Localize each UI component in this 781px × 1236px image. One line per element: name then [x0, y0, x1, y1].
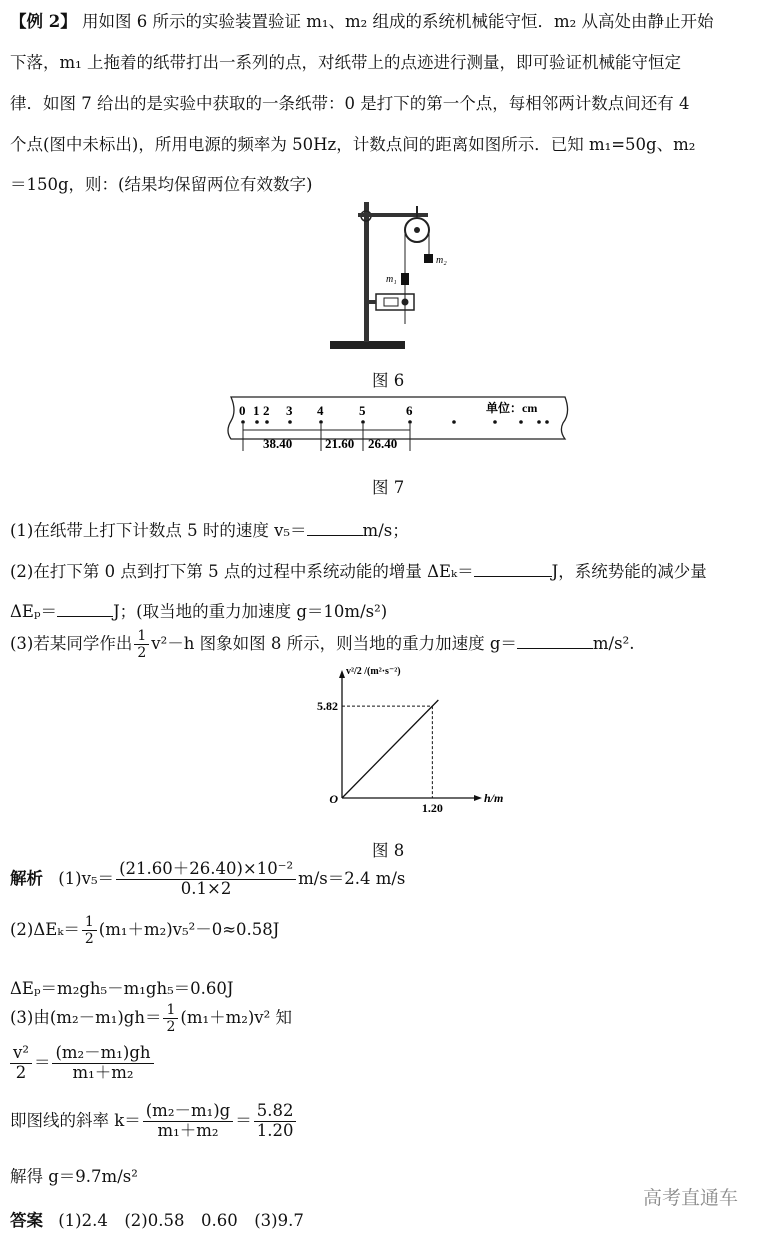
tape-dot-0 [241, 420, 245, 424]
x-tick-label: 1.20 [421, 801, 443, 815]
tape-dot-2 [265, 420, 269, 424]
distance-0-4: 38.40 [263, 436, 293, 451]
solution-label: 解析 [10, 868, 43, 888]
solution-line-6 [10, 1102, 298, 1141]
q1-unit: m/s； [362, 521, 409, 540]
question-1 [10, 517, 409, 541]
s4-den: 2 [166, 1019, 176, 1036]
tape-label-3: 3 [286, 403, 293, 418]
tape-label-5: 5 [359, 403, 366, 418]
s6-text: 即图线的斜率 k＝ [10, 1110, 141, 1130]
distance-4-5: 21.60 [325, 436, 355, 451]
problem-line-3: 律．如图 7 给出的是实验中获取的一条纸带：0 是打下的第一个点，每相邻两计数点间还有 4 [10, 94, 690, 113]
s4-text: (3)由(m₂－m₁)gh＝ [10, 1008, 162, 1028]
tape-dot-extra [452, 420, 456, 424]
s6-num2: 5.82 [254, 1102, 297, 1122]
watermark: 高考直通车 [643, 1187, 739, 1209]
s2-den: 2 [84, 931, 94, 948]
tape-dot-extra [493, 420, 497, 424]
pulley-axle [414, 227, 420, 233]
s2-text: (2)ΔEₖ＝ [10, 920, 80, 940]
q2-text-4: J；(取当地的重力加速度 g＝10m/s²) [113, 602, 388, 621]
question-2 [10, 558, 707, 582]
q2-answer-blank-1[interactable] [474, 562, 552, 577]
figure7-caption: 图 7 [372, 478, 405, 497]
label-m1: m₁ [386, 274, 397, 285]
answer-text: (1)2.4 (2)0.58 0.60 (3)9.7 [58, 1211, 304, 1230]
s6-fraction-1 [143, 1102, 233, 1141]
solution-line-4 [10, 1002, 292, 1035]
s4-result: (m₁＋m₂)v² 知 [180, 1008, 292, 1028]
solution-line-1 [10, 860, 405, 899]
tape-dot-3 [288, 420, 292, 424]
q3-answer-blank[interactable] [517, 634, 593, 649]
tape-label-0: 0 [239, 403, 246, 418]
s1-num: (21.60＋26.40)×10⁻² [116, 860, 296, 880]
solution-line-7: 解得 g＝9.7m/s² [10, 1167, 138, 1186]
s1-text: (1)v₅＝ [58, 868, 115, 888]
answer-label: 答案 [10, 1211, 43, 1230]
s1-den: 0.1×2 [180, 878, 232, 898]
tape-dot-4 [319, 420, 323, 424]
stand-pole [364, 202, 369, 342]
x-axis-label: h/m [484, 791, 504, 805]
label-m2: m₂ [436, 255, 447, 266]
problem-line-5: ＝150g，则：(结果均保留两位有效数字) [10, 175, 313, 194]
origin-label: O [329, 792, 338, 806]
figure6-apparatus [320, 196, 470, 352]
problem-line-2: 下落，m₁ 上拖着的纸带打出一系列的点，对纸带上的点迹进行测量，即可验证机械能守恒定 [10, 53, 682, 72]
s2-fraction [82, 914, 97, 947]
q2-text-2: J，系统势能的减少量 [551, 562, 707, 581]
tape-dot-5 [361, 420, 365, 424]
y-axis-label: v²/2 /(m²·s⁻²) [346, 666, 401, 677]
s5-eq: ＝ [33, 1052, 51, 1072]
s2-result: (m₁＋m₂)v₅²－0≈0.58J [98, 920, 280, 940]
s2-num: 1 [82, 914, 97, 931]
solution-line-5 [8, 1044, 156, 1083]
timer-clamp [368, 300, 376, 304]
y-tick-label: 5.82 [317, 699, 338, 714]
distance-5-6: 26.40 [368, 436, 398, 451]
s1-result: m/s＝2.4 m/s [298, 868, 406, 888]
x-axis-arrow [474, 795, 482, 801]
y-axis-arrow [339, 670, 345, 678]
q2-text: (2)在打下第 0 点到打下第 5 点的过程中系统动能的增量 ΔEₖ＝ [10, 562, 474, 581]
mass-m2-block [424, 254, 433, 263]
tape-label-1: 1 [253, 403, 260, 418]
q3-frac-num: 1 [134, 628, 149, 645]
problem-text-1: 用如图 6 所示的实验装置验证 m₁、m₂ 组成的系统机械能守恒．m₂ 从高处由静止开始 [81, 12, 714, 31]
data-line [342, 700, 438, 798]
figure7-tape [225, 393, 575, 453]
solution-line-2 [10, 914, 279, 947]
q3-fraction [134, 628, 149, 661]
s6-num1: (m₂－m₁)g [143, 1102, 233, 1122]
s6-fraction-2 [254, 1102, 297, 1141]
q2-text-3: ΔEₚ＝ [10, 602, 58, 621]
s4-fraction [163, 1002, 178, 1035]
tape-dot-1 [255, 420, 259, 424]
mass-m1-block [401, 273, 409, 285]
q3-text-2: v²－h 图象如图 8 所示，则当地的重力加速度 g＝ [151, 634, 517, 654]
question-2-cont [10, 598, 387, 622]
example-label: 【例 2】 [10, 12, 77, 31]
s4-num: 1 [163, 1002, 178, 1019]
s1-fraction [116, 860, 296, 899]
stand-base [330, 341, 405, 349]
s5-num2: (m₂－m₁)gh [52, 1044, 153, 1064]
problem-line-4: 个点(图中未标出)，所用电源的频率为 50Hz，计数点间的距离如图所示．已知 m₁=50g、m₂ [10, 135, 696, 154]
figure6-caption: 图 6 [372, 371, 405, 390]
s5-den2: m₁＋m₂ [72, 1062, 134, 1082]
question-3 [10, 628, 634, 661]
s6-eq: ＝ [235, 1110, 252, 1130]
q1-text: (1)在纸带上打下计数点 5 时的速度 v₅＝ [10, 521, 307, 540]
s5-fraction-right [52, 1044, 153, 1083]
s6-den1: m₁＋m₂ [157, 1120, 219, 1140]
figure8-caption: 图 8 [372, 841, 405, 860]
tape-label-2: 2 [263, 403, 270, 418]
tape-unit: 单位：cm [486, 401, 538, 415]
q2-answer-blank-2[interactable] [57, 602, 113, 617]
tape-dot-extra [545, 420, 549, 424]
figure8-chart [300, 666, 504, 818]
solution-line-3: ΔEₚ＝m₂gh₅－m₁gh₅＝0.60J [10, 979, 234, 998]
problem-line-1 [10, 8, 714, 32]
q3-text: (3)若某同学作出 [10, 634, 133, 654]
s5-fraction-left [10, 1044, 32, 1083]
answer-line [10, 1207, 304, 1231]
tape-dot-extra [537, 420, 541, 424]
q3-frac-den: 2 [137, 645, 147, 662]
tape-dot-extra [519, 420, 523, 424]
tape-dot-6 [408, 420, 412, 424]
q3-unit: m/s². [592, 634, 635, 654]
s5-num1: v² [10, 1044, 32, 1064]
s6-den2: 1.20 [256, 1120, 294, 1140]
tape-label-4: 4 [317, 403, 324, 418]
q1-answer-blank[interactable] [307, 521, 363, 536]
s5-den1: 2 [15, 1062, 27, 1082]
tape-label-6: 6 [406, 403, 413, 418]
